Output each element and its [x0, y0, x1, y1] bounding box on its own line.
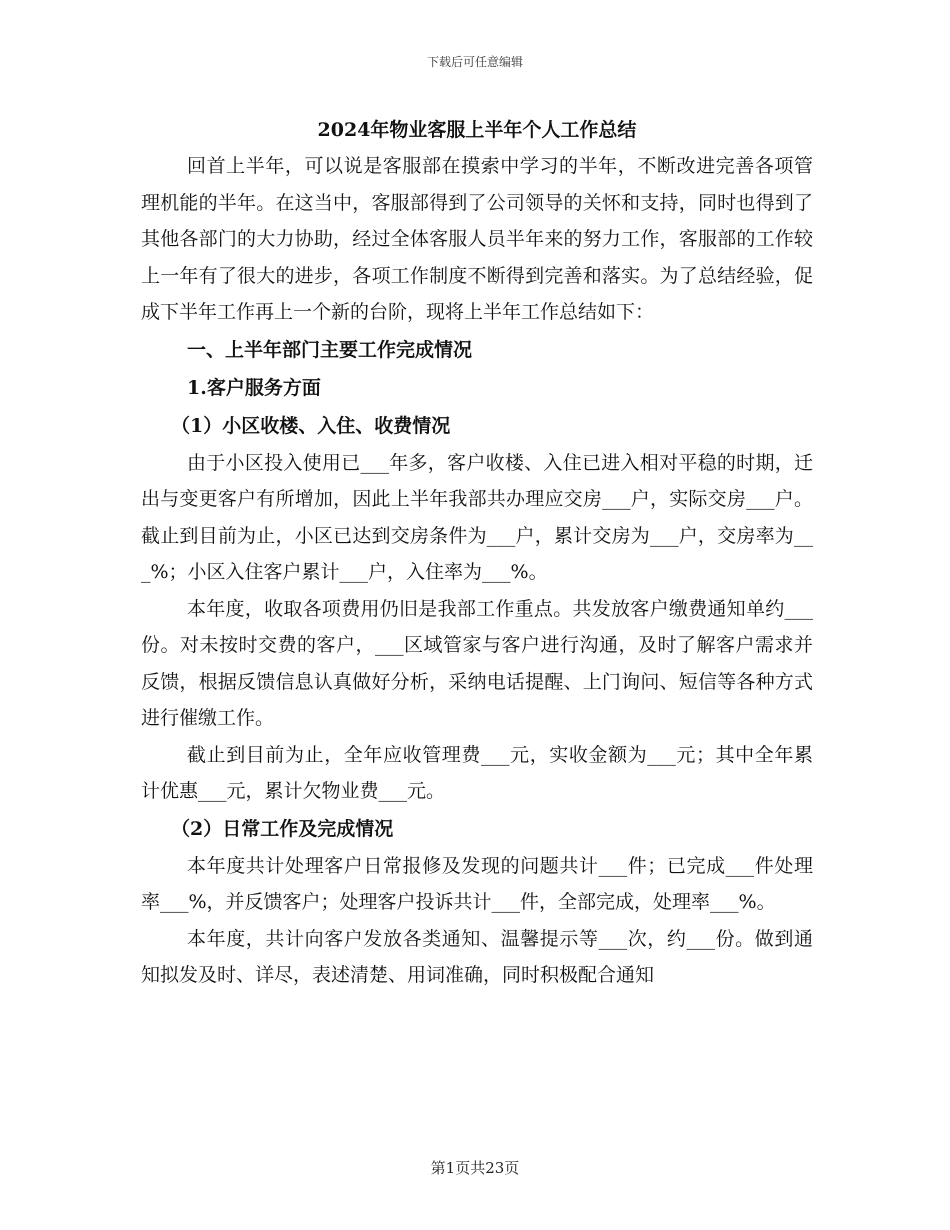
paragraph-repairs: 本年度共计处理客户日常报修及发现的问题共计___件；已完成___件处理率___%，并反馈客户；处理客户投诉共计___件，全部完成，处理率___%。 — [141, 854, 813, 913]
heading-customer-service: 1.客户服务方面 — [187, 376, 321, 399]
heading-move-in-fees: （1）小区收楼、入住、收费情况 — [171, 414, 451, 437]
paragraph-move-in: 由于小区投入使用已___年多，客户收楼、入住已进入相对平稳的时期，迁出与变更客户有所增加，因此上半年我部共办理应交房___户，实际交房___户。截止到目前为止，小区已达到交房条件为___户，累计交房为___户，交房率为___%；小区入住客户累计___户，入住率为___%。 — [141, 451, 813, 583]
document-title: 2024年物业客服上半年个人工作总结 — [317, 119, 637, 141]
heading-section-1: 一、上半年部门主要工作完成情况 — [187, 338, 473, 361]
paragraph-fee-totals: 截止到目前为止，全年应收管理费___元，实收金额为___元；其中全年累计优惠___元，累计欠物业费___元。 — [141, 743, 813, 802]
paragraph-fee-collection: 本年度，收取各项费用仍旧是我部工作重点。共发放客户缴费通知单约___份。对未按时交费的客户，___区域管家与客户进行沟通，及时了解客户需求并反馈，根据反馈信息认真做好分析，采纳电话提醒、上门询问、短信等各种方式进行催缴工作。 — [141, 597, 813, 729]
paragraph-intro: 回首上半年，可以说是客服部在摸索中学习的半年，不断改进完善各项管理机能的半年。在这当中，客服部得到了公司领导的关怀和支持，同时也得到了其他各部门的大力协助，经过全体客服人员半年来的努力工作，客服部的工作较上一年有了很大的进步，各项工作制度不断得到完善和落实。为了总结经验，促成下半年工作再上一个新的台阶，现将上半年工作总结如下： — [141, 155, 813, 323]
page-header: 下载后可任意编辑 — [426, 55, 523, 69]
page-footer: 第1页共23页 — [430, 1159, 520, 1177]
document-body — [141, 112, 813, 994]
paragraph-notices: 本年度，共计向客户发放各类通知、温馨提示等___次，约___份。做到通知拟发及时、详尽，表述清楚、用词准确，同时积极配合通知 — [141, 927, 813, 986]
content-blocks — [141, 148, 813, 994]
heading-daily-work: （2）日常工作及完成情况 — [171, 817, 394, 840]
